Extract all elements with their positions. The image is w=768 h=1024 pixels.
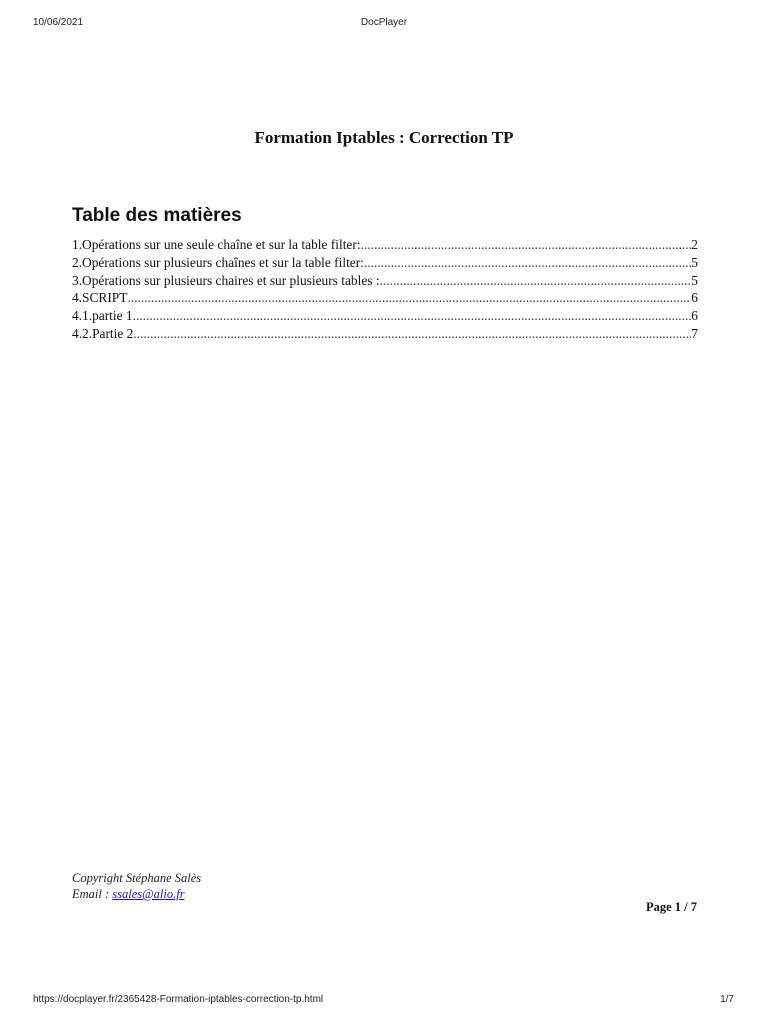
toc-entry-page: 5 [691,272,698,288]
toc-entry[interactable] [72,255,698,273]
toc-dot-leader [133,326,691,342]
toc-entry-page: 5 [691,254,698,270]
table-of-contents [72,237,698,344]
toc-entry-label: 4.1.partie 1 [72,308,133,324]
copyright-text: Copyright Stéphane Salès [72,871,202,885]
toc-entry[interactable] [72,290,698,308]
document-title: Formation Iptables : Correction TP [254,128,514,147]
toc-dot-leader [380,273,692,289]
print-footer [0,994,768,1008]
toc-dot-leader [364,255,691,271]
email-label: Email : [72,887,113,901]
toc-entry[interactable] [72,273,698,291]
toc-dot-leader [133,308,692,324]
toc-entry[interactable] [72,308,698,326]
toc-entry-page: 7 [691,325,698,341]
email-line [72,886,201,902]
email-link[interactable]: ssales@alio.fr [112,887,185,901]
print-site-title: DocPlayer [360,17,408,28]
toc-entry-page: 6 [691,290,698,306]
print-date: 10/06/2021 [33,17,84,28]
print-header [0,17,768,31]
toc-dot-leader [361,237,692,253]
toc-dot-leader [127,290,691,306]
copyright-block [72,870,201,902]
toc-entry-label: 1.Opérations sur une seule chaîne et sur la table filter: [72,237,361,252]
toc-heading: Table des matières [72,205,242,226]
toc-entry[interactable] [72,237,698,255]
toc-entry-page: 2 [691,237,698,252]
toc-entry-label: 2.Opérations sur plusieurs chaînes et sur la table filter: [72,254,364,270]
toc-entry-page: 6 [691,308,698,324]
toc-entry[interactable] [72,326,698,344]
print-page-count: 1/7 [720,994,734,1005]
toc-entry-label: 3.Opérations sur plusieurs chaires et sur plusieurs tables : [72,272,380,288]
page-number: Page 1 / 7 [645,900,697,914]
print-url: https://docplayer.fr/2365428-Formation-iptables-correction-tp.html [33,994,324,1005]
toc-entry-label: 4.2.Partie 2 [72,325,134,341]
toc-entry-label: 4.SCRIPT [72,290,128,306]
